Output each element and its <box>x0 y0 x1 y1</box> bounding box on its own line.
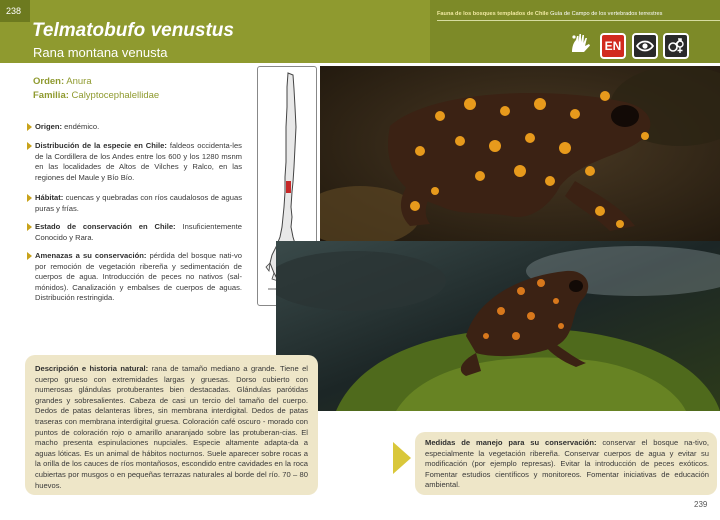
scientific-name: Telmatobufo venustus <box>32 20 234 41</box>
management-arrow-icon <box>393 442 411 474</box>
frog-photo-bottom <box>276 241 720 411</box>
description-text: rana de tamaño mediano a grande. Tiene el cuerpo grueso con extremidades largas y gruesas. Dorso cubierto con numerosas glándulas protuberantes bien destacadas. Glándulas parótidas grandes y sobresalientes. Cabeza de casi un tercio del tamaño del cuerpo. Dedos de patas delanteras libres, sin membrana interdigital. Dedos de patas traseras con membrana interdigital gruesa. Coloración café oscuro - morado con puntos de coloración rojo o amarillo anaranjado sobre las protuberan-cias. El macho presenta espinulaciones nupciales. Especie altamente adapta-da a aguas lóticas. Es un animal de hábitos nocturnos. Suele aparecer sobre rocas a la orilla de los cauces de ríos montañosos, escondido entre cavidades en la roca cubiertas por musgos o en pequeñas terrazas naturales al borde del río. 70 – 80 huevos. <box>35 364 308 490</box>
distribution-range-marker <box>286 181 291 193</box>
common-name: Rana montana venusta <box>33 45 168 60</box>
management-paragraph <box>425 438 709 491</box>
nocturnal-hand-icon <box>568 32 594 58</box>
habitat-label: Hábitat: <box>35 193 64 202</box>
order-line <box>33 75 159 89</box>
distribution-label: Distribución de la especie en Chile: <box>35 141 167 150</box>
bullet-arrow-icon <box>27 194 32 202</box>
description-paragraph <box>35 364 308 491</box>
threats-text: pérdida del bosque nati-vo por remoción de vegetación ribereña y sedimentación de cuerpos de agua. Introducción de peces no nativos (sal-mónidos). Canalización y embalses de cuerpos de aguas. Distribución restringida. <box>35 251 242 303</box>
origin-section <box>27 122 242 133</box>
description-box <box>25 355 318 495</box>
family-label: Familia: <box>33 90 69 101</box>
left-page-number: 238 <box>0 0 30 22</box>
guide-title <box>437 11 717 17</box>
management-label: Medidas de manejo para su conservación: <box>425 438 597 447</box>
family-value: Calyptocephalellidae <box>71 90 160 101</box>
bullet-arrow-icon <box>27 123 32 131</box>
sex-symbols-icon <box>663 33 689 59</box>
frog-photo-top <box>320 66 720 241</box>
threats-section <box>27 251 242 304</box>
guide-title-bold: Fauna de los bosques templados de Chile <box>437 11 549 17</box>
conservation-text: Insuficientemente Conocido y Rara. <box>35 222 242 242</box>
threats-label: Amenazas a su conservación: <box>35 251 147 260</box>
description-label: Descripción e historia natural: <box>35 364 149 373</box>
order-value: Anura <box>66 76 92 87</box>
distribution-text: faldeos occidenta-les de la Cordillera de los Andes entre los 600 y los 1280 msnm en las localidades de Altos de Vilches y Ralco, en las regiones del Maule y Bío Bío. <box>35 141 242 182</box>
bullet-arrow-icon <box>27 223 32 231</box>
family-line <box>33 89 159 103</box>
bullet-arrow-icon <box>27 252 32 260</box>
management-text: conservar el bosque na-tivo, especialmente la vegetación ribereña. Conservar cuerpos de agua y evitar su modificación (por ejemplo represas). Evitar la introducción de peces exóticos. Fomentar estudios científicos y monitoreos. Fomentar iniciativas de educación ambiental. <box>425 438 709 490</box>
habitat-section <box>27 193 242 214</box>
conservation-label: Estado de conservación en Chile: <box>35 222 176 231</box>
eye-icon <box>632 33 658 59</box>
management-box <box>415 432 717 495</box>
endangered-badge: EN <box>600 33 626 59</box>
origin-label: Origen: <box>35 122 63 131</box>
origin-text: endémico. <box>64 122 100 131</box>
taxonomy-block <box>33 75 159 103</box>
conservation-section <box>27 222 242 243</box>
habitat-text: cuencas y quebradas con ríos caudalosos de aguas puras y frías. <box>35 193 242 213</box>
guide-title-rest: Guía de Campo de los vertebrados terrestres <box>550 11 663 17</box>
header-rule <box>437 20 720 21</box>
bullet-arrow-icon <box>27 142 32 150</box>
right-page-number: 239 <box>694 500 708 509</box>
distribution-section <box>27 141 242 183</box>
order-label: Orden: <box>33 76 65 87</box>
